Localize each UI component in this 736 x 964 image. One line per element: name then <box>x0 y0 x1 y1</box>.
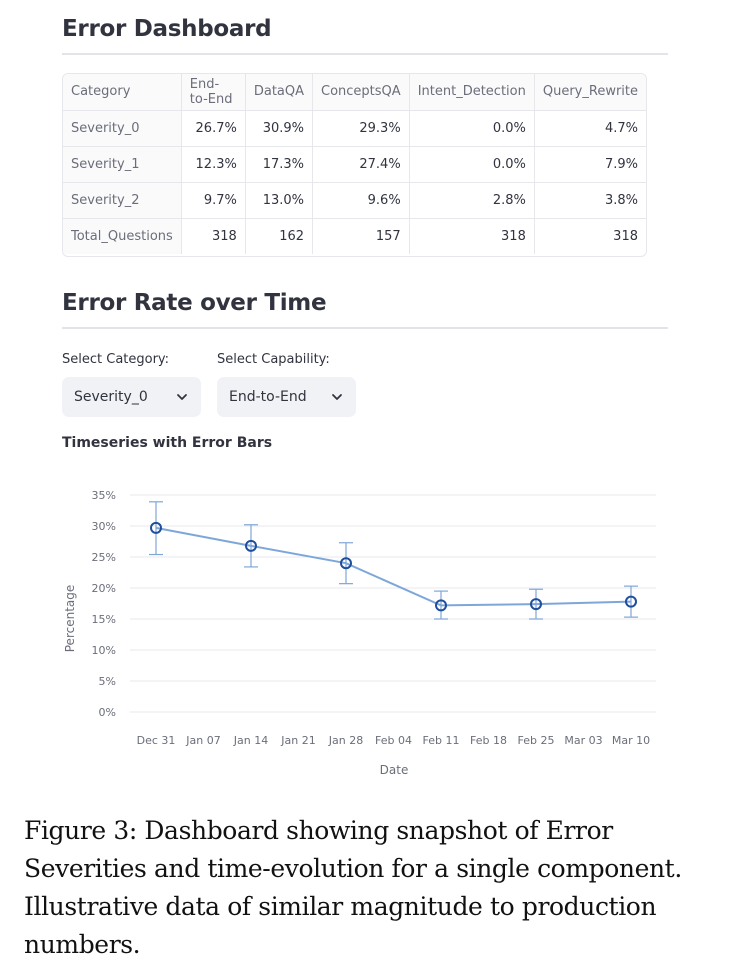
y-tick-label: 15% <box>91 613 116 626</box>
y-tick-label: 30% <box>91 520 116 533</box>
timeseries-title: Error Rate over Time <box>62 290 327 316</box>
table-cell: 4.7% <box>534 110 646 146</box>
table-cell: 318 <box>409 218 534 254</box>
chevron-down-icon <box>330 390 344 404</box>
x-tick-label: Feb 25 <box>517 734 555 747</box>
table-cell: 3.8% <box>534 182 646 218</box>
row-label: Severity_2 <box>63 182 181 218</box>
x-tick-label: Mar 10 <box>611 734 651 747</box>
y-tick-label: 25% <box>91 551 116 564</box>
dashboard-title: Error Dashboard <box>62 16 272 42</box>
table-cell: 30.9% <box>245 110 312 146</box>
table-row <box>63 218 646 254</box>
row-label: Severity_1 <box>63 146 181 182</box>
table-row <box>63 146 646 182</box>
category-select[interactable] <box>62 377 201 417</box>
x-tick-label: Feb 11 <box>422 734 460 747</box>
capability-label: Select Capability: <box>217 352 330 367</box>
table-cell: 318 <box>613 228 638 244</box>
x-tick-label: Dec 31 <box>136 734 176 747</box>
y-tick-label: 20% <box>91 582 116 595</box>
table-cell: 27.4% <box>313 146 410 182</box>
table-cell: 26.7% <box>181 110 245 146</box>
column-header[interactable]: ConceptsQA <box>313 74 410 110</box>
y-axis-title: Percentage <box>63 584 77 653</box>
column-header[interactable]: DataQA <box>245 74 312 110</box>
row-label: Severity_0 <box>63 110 181 146</box>
table-cell: 9.7% <box>181 182 245 218</box>
table-row <box>63 110 646 146</box>
column-header[interactable]: Intent_Detection <box>409 74 534 110</box>
table-cell: 13.0% <box>245 182 312 218</box>
x-tick-label: Jan 28 <box>328 734 364 747</box>
table-cell: 0.0% <box>409 110 534 146</box>
row-label: Total_Questions <box>63 218 181 254</box>
y-tick-label: 5% <box>98 675 116 688</box>
timeseries-divider <box>62 327 668 329</box>
capability-select-value: End-to-End <box>229 389 307 405</box>
table-cell: 2.8% <box>409 182 534 218</box>
table-header-row <box>63 74 646 110</box>
y-tick-label: 35% <box>91 489 116 502</box>
x-tick-label: Jan 14 <box>233 734 269 747</box>
error-table <box>62 73 647 257</box>
capability-select[interactable] <box>217 377 356 417</box>
category-label: Select Category: <box>62 352 170 367</box>
table-cell: 318 <box>181 218 245 254</box>
table-cell: 29.3% <box>313 110 410 146</box>
table-cell: 0.0% <box>409 146 534 182</box>
column-header[interactable]: Category <box>63 74 181 110</box>
table-row <box>63 182 646 218</box>
title-divider <box>62 53 668 55</box>
x-tick-label: Feb 04 <box>375 734 412 747</box>
table-cell: 157 <box>313 218 410 254</box>
table-cell: 12.3% <box>181 146 245 182</box>
x-tick-label: Feb 18 <box>470 734 507 747</box>
x-tick-label: Jan 21 <box>281 734 316 747</box>
figure-caption: Figure 3: Dashboard showing snapshot of Error Severities and time-evolution for a single component. Illustrative data of similar magnitude to production numbers. <box>24 816 682 959</box>
x-axis-title: Date <box>379 763 409 777</box>
timeseries-chart <box>0 470 736 790</box>
series-line <box>156 528 631 606</box>
column-header[interactable]: Query_Rewrite <box>534 74 646 110</box>
table-cell: 7.9% <box>534 146 646 182</box>
column-header[interactable]: End-to-End <box>181 74 245 110</box>
table-cell: 162 <box>245 218 312 254</box>
x-tick-label: Jan 07 <box>186 734 221 747</box>
table-cell: 9.6% <box>313 182 410 218</box>
table-cell: 17.3% <box>245 146 312 182</box>
y-tick-label: 0% <box>98 706 116 719</box>
y-tick-label: 10% <box>91 644 116 657</box>
x-tick-label: Mar 03 <box>564 734 603 747</box>
chart-heading: Timeseries with Error Bars <box>62 435 273 451</box>
category-select-value: Severity_0 <box>74 389 148 405</box>
chevron-down-icon <box>175 390 189 404</box>
